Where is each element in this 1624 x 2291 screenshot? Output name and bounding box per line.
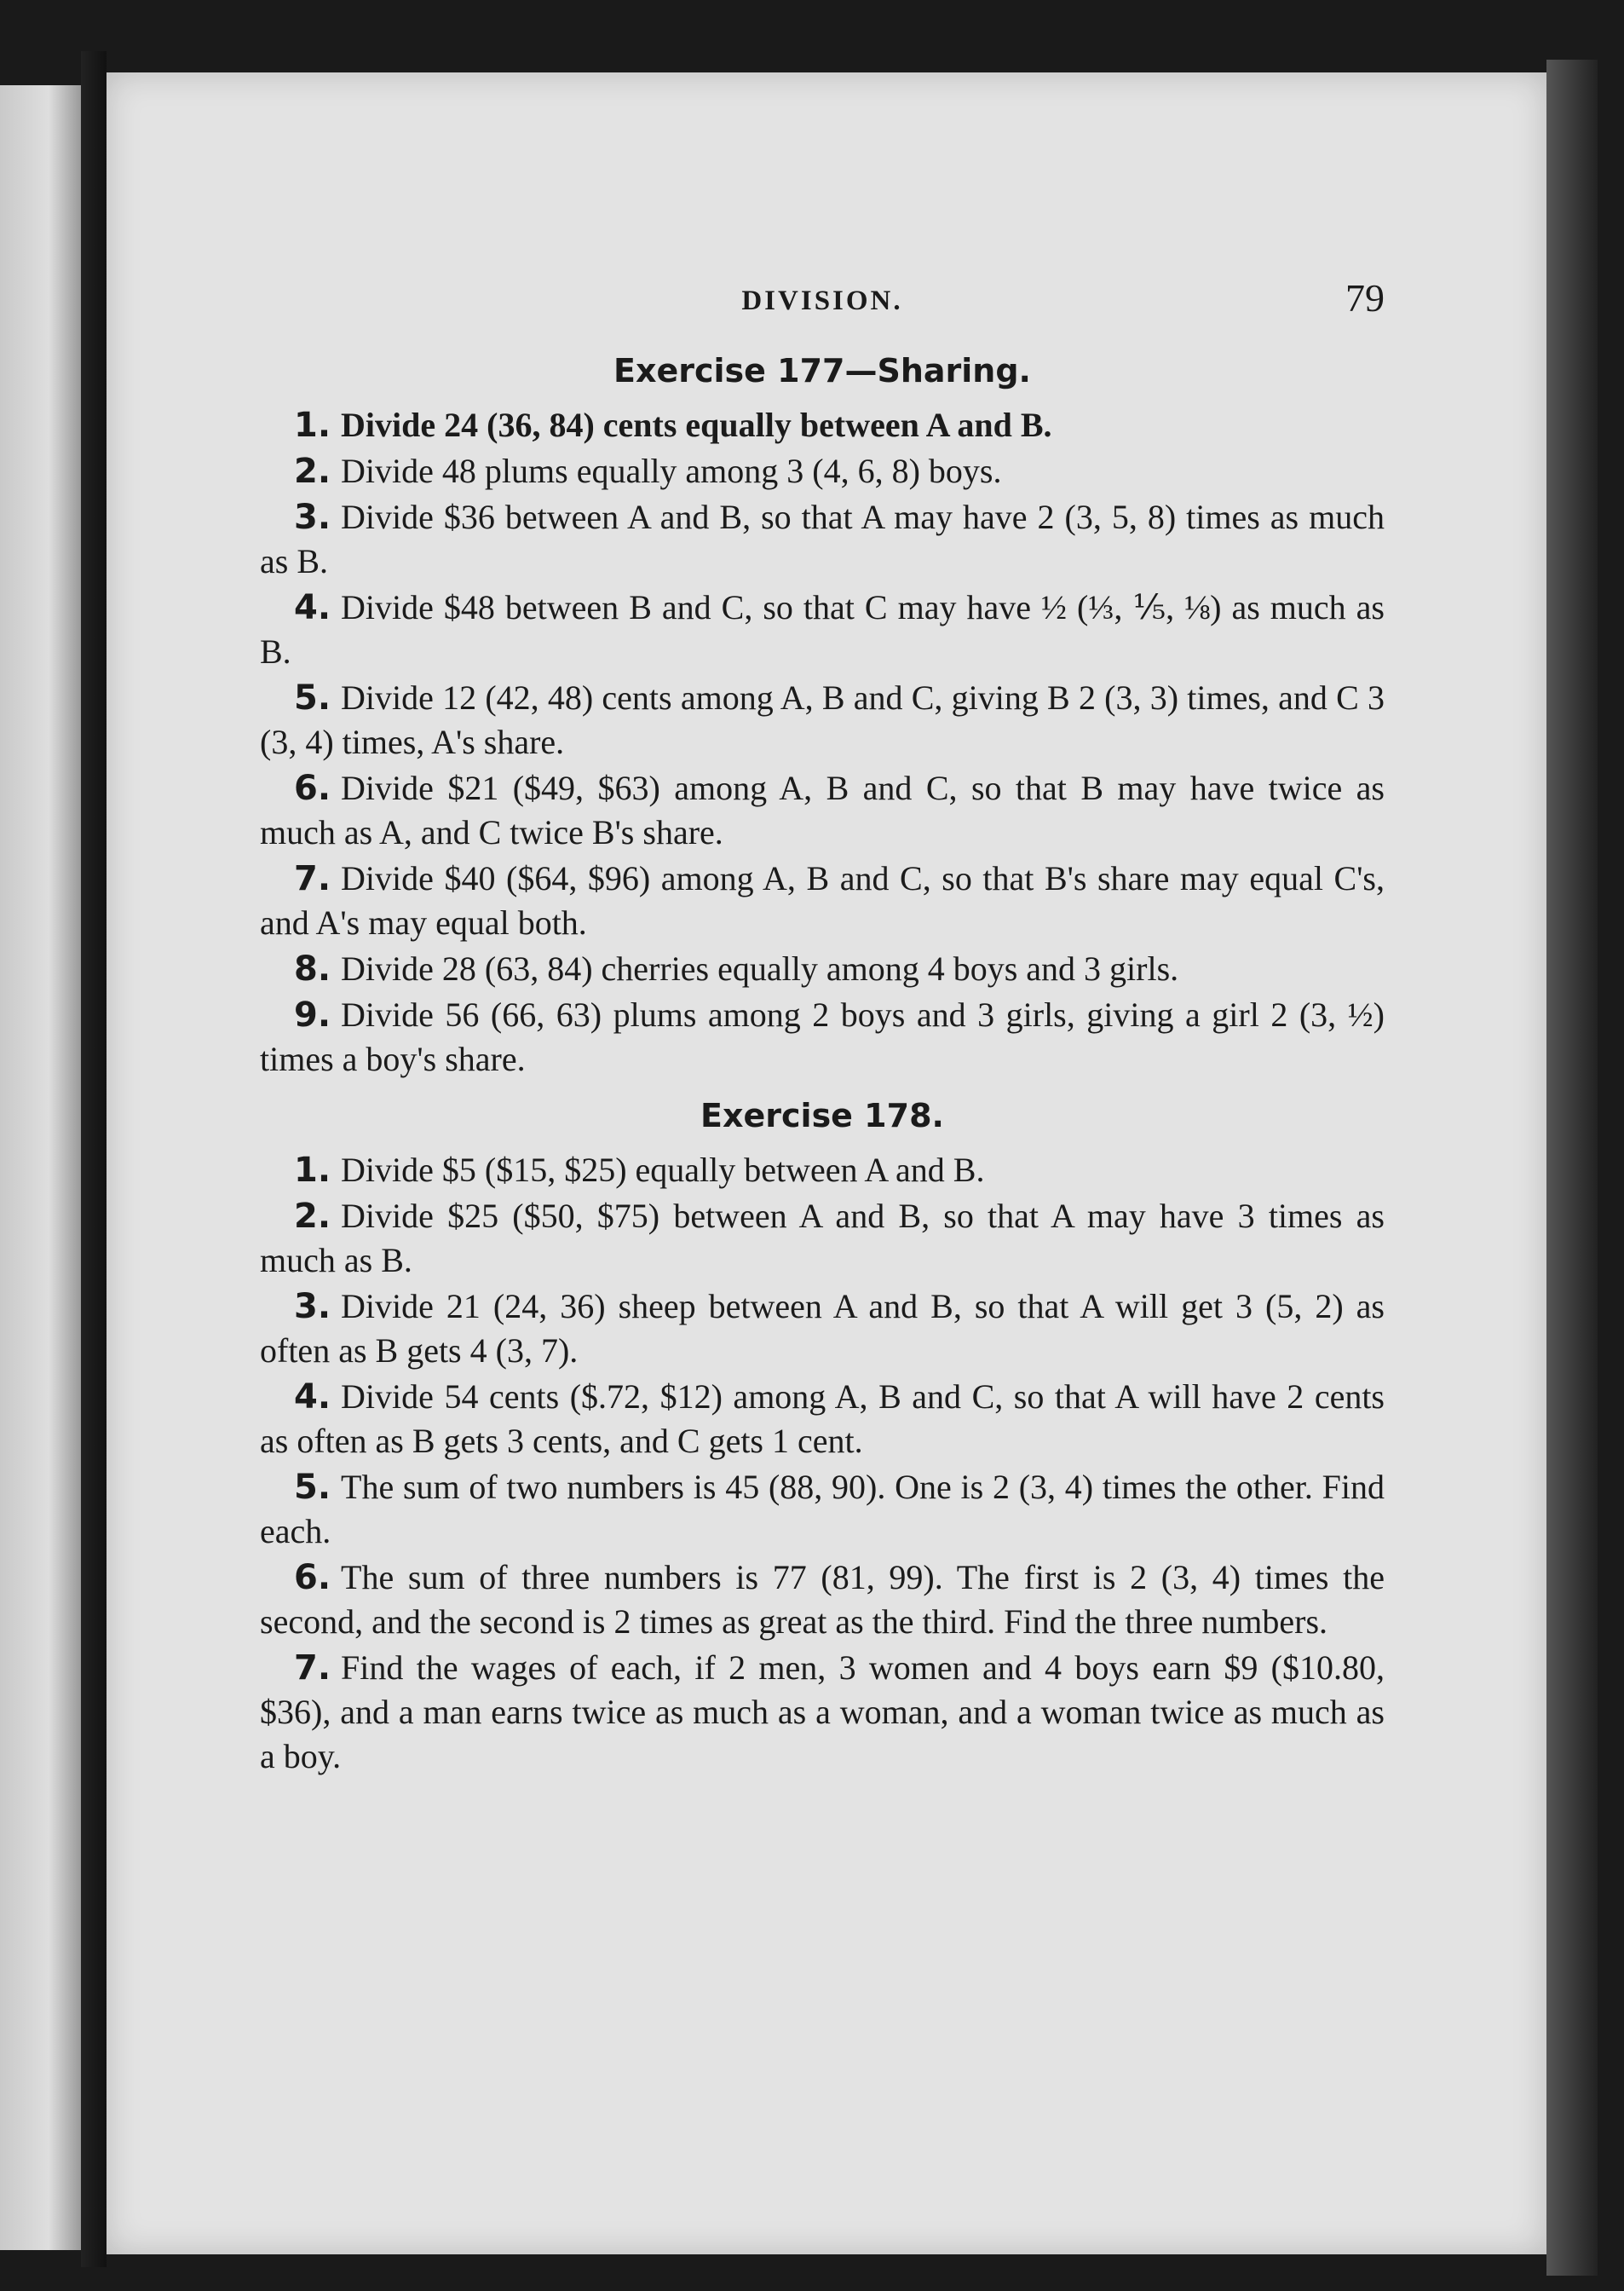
exercise-177: [260, 352, 1385, 1082]
page-number: 79: [1345, 276, 1385, 320]
problem: [260, 993, 1385, 1082]
problem-number: 7.: [294, 1648, 331, 1688]
problem-text: The sum of two numbers is 45 (88, 90). One is 2 (3, 4) times the other. Find each.: [260, 1468, 1385, 1550]
problem: [260, 857, 1385, 945]
running-head: [260, 268, 1385, 337]
problem-text: The sum of three numbers is 77 (81, 99). The first is 2 (3, 4) times the second, and the second is 2 times as great as the third. Find the three numbers.: [260, 1558, 1385, 1641]
problem-number: 3.: [294, 1287, 331, 1326]
page-content: [260, 268, 1385, 1780]
problem-text: Divide 12 (42, 48) cents among A, B and C, giving B 2 (3, 3) times, and C 3 (3, 4) times, A's share.: [260, 678, 1385, 761]
problem-text: Divide $40 ($64, $96) among A, B and C, so that B's share may equal C's, and A's may equal both.: [260, 859, 1385, 942]
problem-text: Divide 28 (63, 84) cherries equally among 4 boys and 3 girls.: [341, 949, 1179, 988]
problem-number: 5.: [294, 678, 331, 718]
problem-number: 6.: [294, 769, 331, 808]
problem-number: 5.: [294, 1468, 331, 1507]
problem-number: 1.: [294, 406, 331, 445]
problem: [260, 947, 1385, 991]
problem-text: Divide 21 (24, 36) sheep between A and B, so that A will get 3 (5, 2) as often as B gets 4 (3, 7).: [260, 1287, 1385, 1370]
problem: [260, 495, 1385, 584]
problem: [260, 1194, 1385, 1283]
problem: [260, 403, 1385, 447]
problem-text: Divide $21 ($49, $63) among A, B and C, so that B may have twice as much as A, and C twice B's share.: [260, 769, 1385, 851]
right-page-edge: [1546, 60, 1598, 2276]
problem-number: 9.: [294, 995, 331, 1035]
problem: [260, 1284, 1385, 1373]
exercise-178: [260, 1097, 1385, 1779]
book-page: [107, 72, 1546, 2254]
problem-number: 4.: [294, 1377, 331, 1417]
problem-text: Divide 24 (36, 84) cents equally between A and B.: [341, 406, 1052, 444]
problem-number: 3.: [294, 498, 331, 537]
problem-text: Divide 56 (66, 63) plums among 2 boys and 3 girls, giving a girl 2 (3, ½) times a boy's share.: [260, 995, 1385, 1078]
problem: [260, 1375, 1385, 1463]
running-title: DIVISION.: [741, 286, 903, 316]
problem: [260, 586, 1385, 674]
problem-number: 2.: [294, 452, 331, 491]
problem: [260, 766, 1385, 855]
problem: [260, 676, 1385, 765]
problem-text: Find the wages of each, if 2 men, 3 women and 4 boys earn $9 ($10.80, $36), and a man earns twice as much as a woman, and a woman twice as much as a boy.: [260, 1648, 1385, 1775]
problem-text: Divide $5 ($15, $25) equally between A and B.: [341, 1151, 985, 1189]
problem-text: Divide $48 between B and C, so that C may have ½ (⅓, ⅕, ⅛) as much as B.: [260, 588, 1385, 671]
exercise-heading: Exercise 178.: [700, 1097, 944, 1134]
exercise-heading: Exercise 177—Sharing.: [613, 352, 1031, 390]
problem-number: 8.: [294, 949, 331, 989]
problem: [260, 449, 1385, 493]
problem: [260, 1465, 1385, 1554]
problem-number: 4.: [294, 588, 331, 627]
problem: [260, 1148, 1385, 1192]
problem-number: 6.: [294, 1558, 331, 1597]
problem-text: Divide 54 cents ($.72, $12) among A, B and C, so that A will have 2 cents as often as B gets 3 cents, and C gets 1 cent.: [260, 1377, 1385, 1460]
left-page-edge: [0, 85, 81, 2250]
problem-text: Divide $25 ($50, $75) between A and B, so that A may have 3 times as much as B.: [260, 1197, 1385, 1279]
problem-text: Divide 48 plums equally among 3 (4, 6, 8) boys.: [341, 452, 1002, 490]
problem-number: 7.: [294, 859, 331, 898]
problem-text: Divide $36 between A and B, so that A may have 2 (3, 5, 8) times as much as B.: [260, 498, 1385, 580]
problem: [260, 1646, 1385, 1779]
book-gutter: [81, 51, 107, 2267]
problem: [260, 1555, 1385, 1644]
problem-number: 2.: [294, 1197, 331, 1236]
problem-number: 1.: [294, 1151, 331, 1190]
